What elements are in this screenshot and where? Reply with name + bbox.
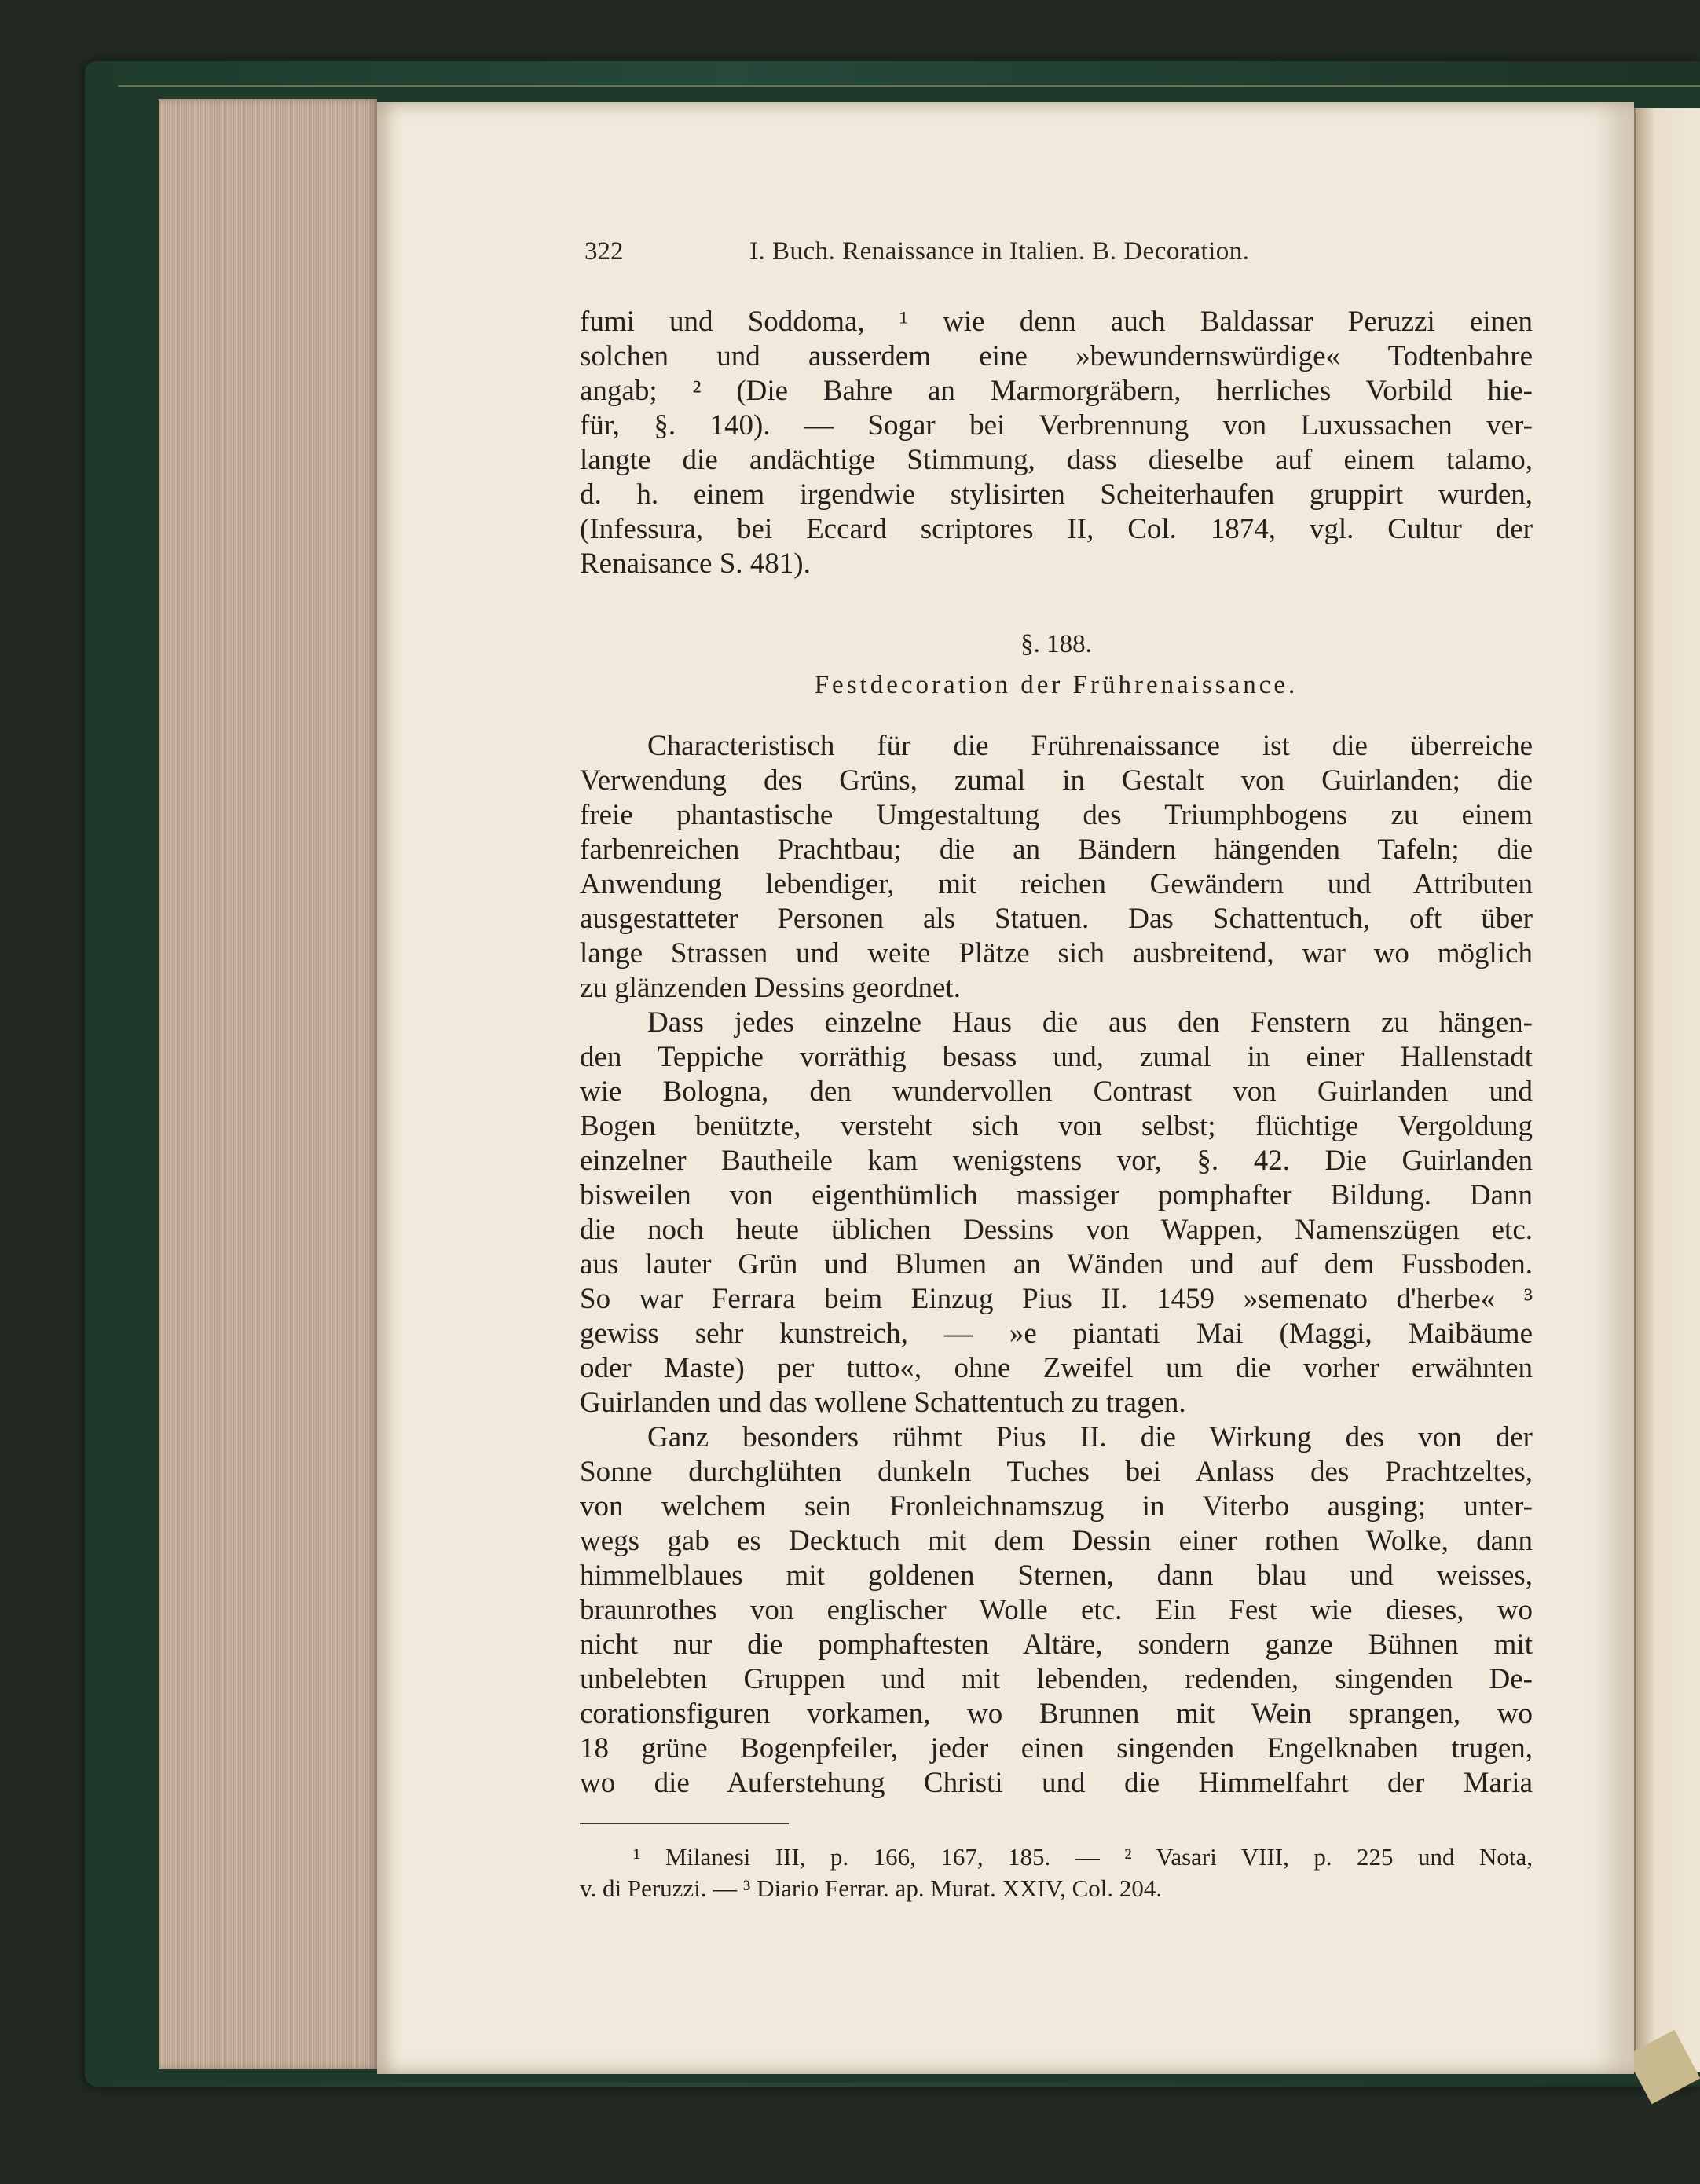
text-line: Sonne durchglühten dunkeln Tuches bei Anlass des Prachtzeltes, [580, 1456, 1533, 1488]
text-line: 18 grüne Bogenpfeiler, jeder einen singenden Engelknaben trugen, [580, 1732, 1533, 1764]
text-line: braunrothes von englischer Wolle etc. Ein Fest wie dieses, wo [580, 1594, 1533, 1626]
text-line: bisweilen von eigenthümlich massiger pomphafter Bildung. Dann [580, 1179, 1533, 1211]
page-number: 322 [584, 237, 624, 266]
text-line: Dass jedes einzelne Haus die aus den Fenstern zu hängen- [647, 1006, 1533, 1039]
text-line: d. h. einem irgendwie stylisirten Scheiterhaufen gruppirt wurden, [580, 478, 1533, 511]
text-line: einzelner Bautheile kam wenigstens vor, §. 42. Die Guirlanden [580, 1145, 1533, 1177]
text-line: Bogen benützte, versteht sich von selbst; flüchtige Vergoldung [580, 1110, 1533, 1142]
text-line: langte die andächtige Stimmung, dass dieselbe auf einem talamo, [580, 444, 1533, 476]
text-line: ausgestatteter Personen als Statuen. Das Schattentuch, oft über [580, 903, 1533, 935]
text-line: wie Bologna, den wundervollen Contrast von Guirlanden und [580, 1076, 1533, 1108]
text-line: den Teppiche vorräthig besass und, zumal in einer Hallenstadt [580, 1041, 1533, 1073]
text-line: himmelblaues mit goldenen Sternen, dann blau und weisses, [580, 1559, 1533, 1592]
text-line: Guirlanden und das wollene Schattentuch zu tragen. [580, 1387, 1186, 1419]
text-line: Anwendung lebendiger, mit reichen Gewändern und Attributen [580, 868, 1533, 900]
footnote-line: v. di Peruzzi. — ³ Diario Ferrar. ap. Murat. XXIV, Col. 204. [580, 1874, 1163, 1902]
page-edges [159, 99, 377, 2069]
text-line: lange Strassen und weite Plätze sich ausbreitend, war wo möglich [580, 937, 1533, 969]
text-line: Characteristisch für die Frührenaissance ist die überreiche [647, 730, 1533, 762]
text-line: nicht nur die pomphaftesten Altäre, sondern ganze Bühnen mit [580, 1629, 1533, 1661]
text-line: wo die Auferstehung Christi und die Himmelfahrt der Maria [580, 1767, 1533, 1799]
running-head: I. Buch. Renaissance in Italien. B. Decoration. [749, 237, 1250, 266]
text-line: aus lauter Grün und Blumen an Wänden und auf dem Fussboden. [580, 1248, 1533, 1281]
text-line: unbelebten Gruppen und mit lebenden, redenden, singenden De- [580, 1663, 1533, 1695]
text-line: solchen und ausserdem eine »bewundernswürdige« Todtenbahre [580, 340, 1533, 372]
text-line: gewiss sehr kunstreich, — »e piantati Mai (Maggi, Maibäume [580, 1317, 1533, 1350]
text-line: zu glänzenden Dessins geordnet. [580, 972, 961, 1004]
text-line: Verwendung des Grüns, zumal in Gestalt von Guirlanden; die [580, 764, 1533, 797]
text-line: für, §. 140). — Sogar bei Verbrennung von Luxussachen ver- [580, 409, 1533, 442]
text-line: freie phantastische Umgestaltung des Triumphbogens zu einem [580, 799, 1533, 831]
text-line: farbenreichen Prachtbau; die an Bändern hängenden Tafeln; die [580, 834, 1533, 866]
text-line: von welchem sein Fronleichnamszug in Viterbo ausging; unter- [580, 1490, 1533, 1523]
text-line: fumi und Soddoma, ¹ wie denn auch Baldassar Peruzzi einen [580, 306, 1533, 338]
text-line: oder Maste) per tutto«, ohne Zweifel um die vorher erwähnten [580, 1352, 1533, 1384]
text-line: wegs gab es Decktuch mit dem Dessin einer rothen Wolke, dann [580, 1525, 1533, 1557]
text-line: angab; ² (Die Bahre an Marmorgräbern, herrliches Vorbild hie- [580, 375, 1533, 407]
footnote-line: ¹ Milanesi III, p. 166, 167, 185. — ² Vasari VIII, p. 225 und Nota, [633, 1843, 1533, 1871]
text-line: Ganz besonders rühmt Pius II. die Wirkung des von der [647, 1421, 1533, 1453]
text-line: (Infessura, bei Eccard scriptores II, Col. 1874, vgl. Cultur der [580, 513, 1533, 545]
text-line: die noch heute üblichen Dessins von Wappen, Namenszügen etc. [580, 1214, 1533, 1246]
text-line: So war Ferrara beim Einzug Pius II. 1459 »semenato d'herbe« ³ [580, 1283, 1533, 1315]
section-number: §. 188. [1020, 630, 1092, 658]
facing-page-edge [1634, 108, 1700, 2072]
text-line: Renaisance S. 481). [580, 548, 811, 580]
text-line: corationsfiguren vorkamen, wo Brunnen mit Wein sprangen, wo [580, 1698, 1533, 1730]
footnote-rule [580, 1823, 789, 1824]
section-title: Festdecoration der Frührenaissance. [814, 671, 1299, 699]
